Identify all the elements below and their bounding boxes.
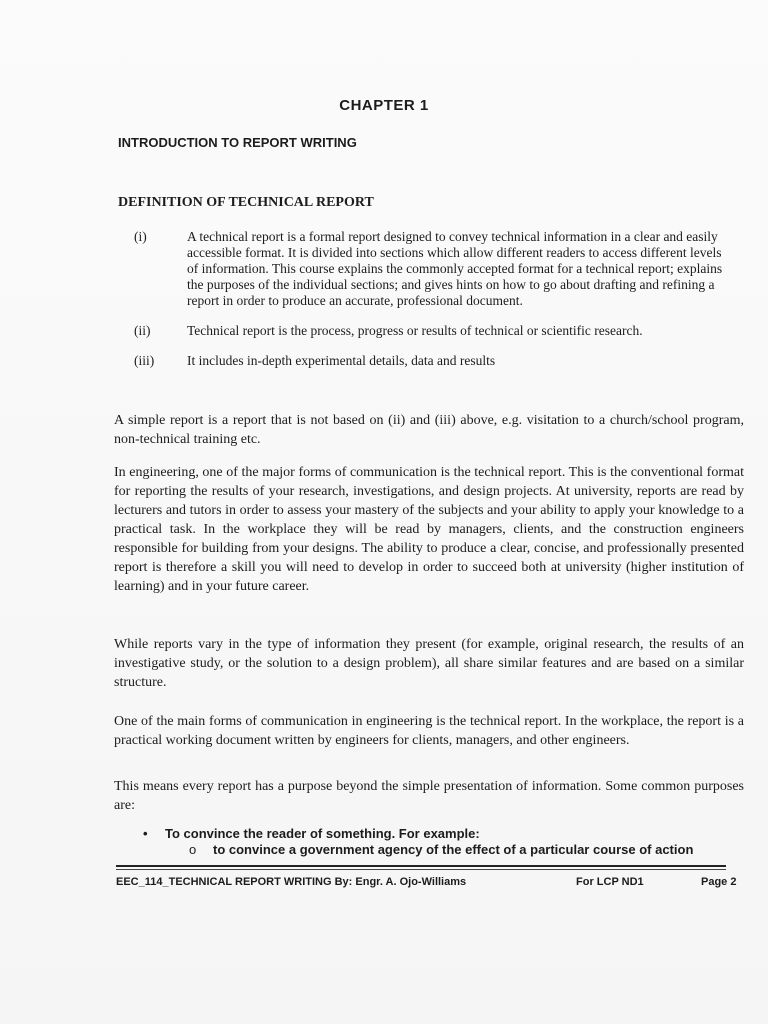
footer-divider [116, 865, 726, 867]
list-item [189, 842, 733, 858]
list-item-text: Technical report is the process, progress or results of technical or scientific research. [187, 323, 643, 338]
paragraph-engineering: In engineering, one of the major forms of communication is the technical report. This is the conventional format for reporting the results of your research, investigations, and design projects. At university, reports are read by lecturers and tutors in order to assess your mastery of the subjects and your ability to apply your knowledge to a practical task. In the workplace they will be read by managers, clients, and the construction engineers responsible for building from your designs. The ability to produce a clear, concise, and professionally presented report is therefore a skill you will need to develop in order to succeed both at university (higher institution of learning) and in your future career. [114, 465, 744, 594]
list-item-number: (i) [134, 229, 147, 244]
list-item-text: A technical report is a formal report designed to convey technical information in a clear and easily accessible format. It is divided into sections which allow different readers to access different levels of information. This course explains the commonly accepted format for a technical report; explains the purposes of the individual sections; and gives hints on how to go about drafting and refining a report in order to produce an accurate, professional document. [187, 229, 723, 308]
subsection-title: DEFINITION OF TECHNICAL REPORT [118, 195, 374, 210]
footer-course-info: EEC_114_TECHNICAL REPORT WRITING By: Engr. A. Ojo-Williams [116, 876, 467, 888]
list-item-text: It includes in-depth experimental details, data and results [187, 353, 496, 368]
chapter-heading: CHAPTER 1 [339, 97, 429, 114]
paragraph-report-types: While reports vary in the type of information they present (for example, original research, the results of an investigative study, or the solution to a design problem), all share similar features and are based on a similar structure. [114, 637, 744, 690]
purposes-list [143, 826, 733, 858]
bullet-text: To convince the reader of something. For example: [165, 826, 480, 841]
footer-divider-thin [116, 869, 726, 870]
list-item [143, 826, 733, 842]
paragraph-simple-report: A simple report is a report that is not based on (ii) and (iii) above, e.g. visitation to a church/school program, non-technical training etc. [114, 413, 744, 447]
list-item-number: (iii) [134, 353, 155, 368]
footer-level: For LCP ND1 [576, 876, 644, 888]
list-item [130, 229, 725, 309]
list-item [130, 323, 725, 339]
list-item-number: (ii) [134, 323, 151, 338]
page-number: Page 2 [701, 876, 737, 888]
sub-bullet-text: to convince a government agency of the effect of a particular course of action [213, 842, 694, 857]
list-item [130, 353, 725, 369]
section-title: INTRODUCTION TO REPORT WRITING [118, 135, 357, 150]
bullet-icon: • [143, 826, 148, 841]
paragraph-communication: One of the main forms of communication in engineering is the technical report. In the workplace, the report is a practical working document written by engineers for clients, managers, and other engineers. [114, 714, 744, 748]
sub-bullet-icon: o [189, 842, 197, 857]
definitions-list [130, 229, 725, 383]
paragraph-purposes: This means every report has a purpose beyond the simple presentation of information. Some common purposes are: [114, 779, 744, 813]
